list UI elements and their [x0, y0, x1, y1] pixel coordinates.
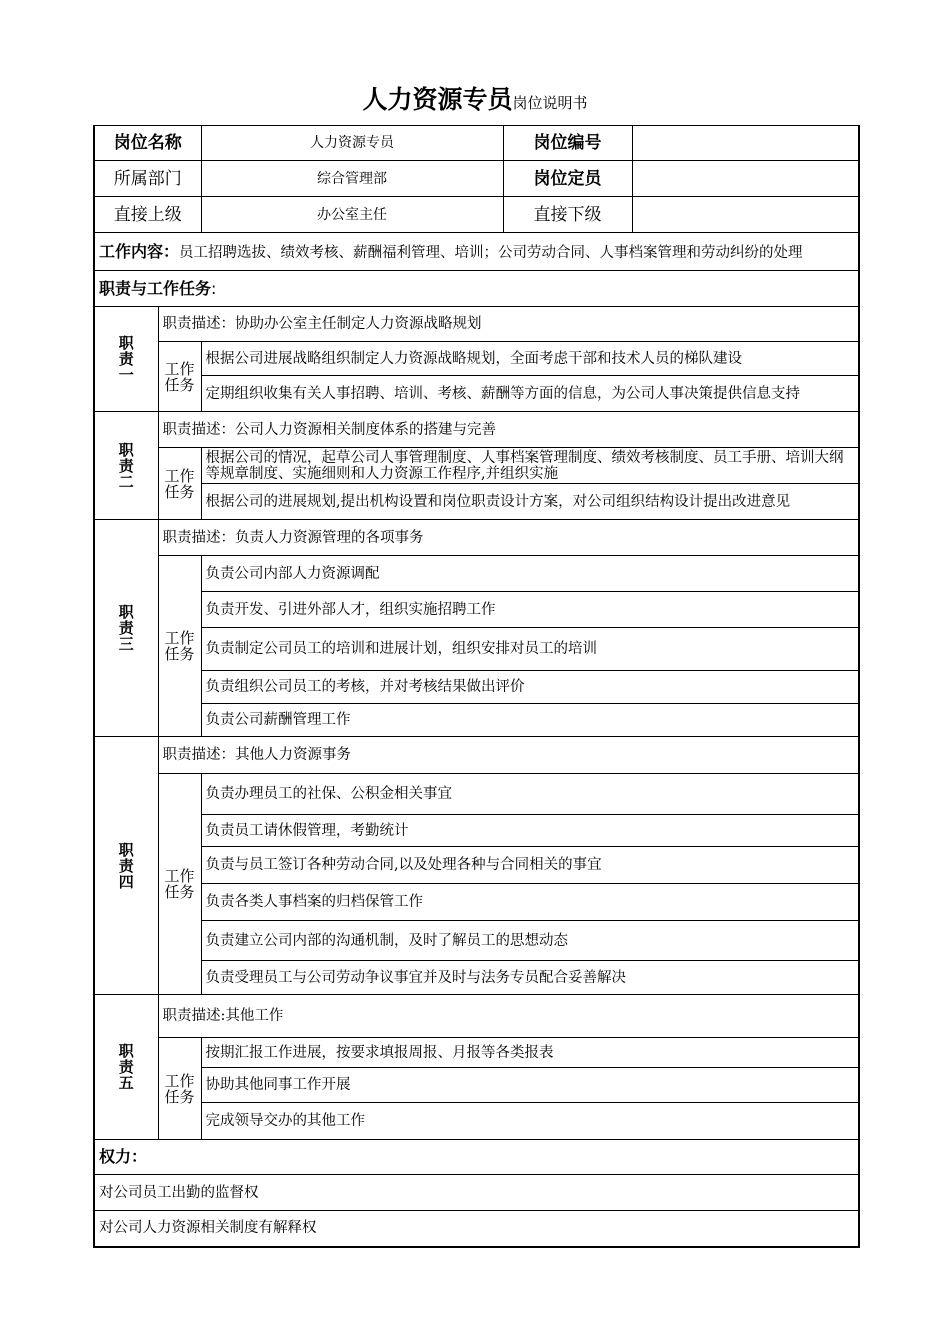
duty-3-task-label-text: 工作任务	[164, 629, 195, 663]
duty-4-task-label	[158, 774, 201, 995]
duty-5-task-label	[158, 1038, 201, 1140]
duty-3-description: 职责描述：负责人力资源管理的各项事务	[158, 520, 859, 556]
duty-2-task-label	[158, 448, 201, 520]
duty-2-description: 职责描述：公司人力资源相关制度体系的搭建与完善	[158, 412, 859, 448]
duty-5-description: 职责描述:其他工作	[158, 995, 859, 1038]
duty-4-task-1: 负责办理员工的社保、公积金相关事宜	[201, 774, 859, 815]
duty-2-label-text: 职责二	[118, 440, 134, 491]
duty-4-task-3: 负责与员工签订各种劳动合同,以及处理各种与合同相关的事宜	[201, 847, 859, 884]
duty-5-task-2: 协助其他同事工作开展	[201, 1068, 859, 1103]
work-content	[94, 233, 859, 271]
duty-4-task-4: 负责各类人事档案的归档保管工作	[201, 884, 859, 921]
duty-1-task-2: 定期组织收集有关人事招聘、培训、考核、薪酬等方面的信息，为公司人事决策提供信息支持	[201, 376, 859, 412]
duty-2-task-label-text: 工作任务	[164, 466, 195, 501]
duty-4-task-2: 负责员工请休假管理，考勤统计	[201, 815, 859, 847]
work-content-label: 工作内容	[99, 242, 164, 261]
department-label: 所属部门	[94, 161, 201, 197]
duty-3-task-1: 负责公司内部人力资源调配	[201, 556, 859, 592]
headcount-value	[632, 161, 859, 197]
duty-4-label	[94, 737, 158, 995]
authority-item-2: 对公司人力资源相关制度有解释权	[94, 1211, 859, 1247]
duty-4-task-label-text: 工作任务	[164, 867, 195, 901]
duty-1-task-label	[158, 342, 201, 412]
job-description-table	[93, 125, 860, 1248]
superior-value: 办公室主任	[201, 197, 503, 233]
duty-3-task-4: 负责组织公司员工的考核，并对考核结果做出评价	[201, 671, 859, 704]
title-main: 人力资源专员	[362, 85, 513, 114]
duty-5-task-3: 完成领导交办的其他工作	[201, 1103, 859, 1140]
duty-3-task-label	[158, 556, 201, 737]
department-value: 综合管理部	[201, 161, 503, 197]
duty-3-task-3: 负责制定公司员工的培训和进展计划，组织安排对员工的培训	[201, 628, 859, 671]
duty-4-label-text: 职责四	[118, 840, 134, 891]
position-name-label: 岗位名称	[94, 126, 201, 161]
work-content-colon: ：	[163, 242, 180, 261]
work-content-text: 员工招聘选拔、绩效考核、薪酬福利管理、培训；公司劳动合同、人事档案管理和劳动纠纷的处理	[179, 245, 803, 261]
duty-1-label	[94, 307, 158, 412]
duties-header-colon: :	[211, 278, 217, 298]
duty-3-label-text: 职责三	[118, 603, 134, 653]
position-no-value	[632, 126, 859, 161]
duty-4-description: 职责描述：其他人力资源事务	[158, 737, 859, 774]
duty-3-task-2: 负责开发、引进外部人才，组织实施招聘工作	[201, 592, 859, 628]
authority-header: 权力：	[94, 1140, 859, 1175]
subordinate-value	[632, 197, 859, 233]
authority-item-1: 对公司员工出勤的监督权	[94, 1175, 859, 1211]
duty-5-task-label-text: 工作任务	[164, 1071, 195, 1106]
duties-header-label: 职责与工作任务	[99, 278, 212, 298]
headcount-label: 岗位定员	[503, 161, 632, 197]
duty-1-description: 职责描述：协助办公室主任制定人力资源战略规划	[158, 307, 859, 342]
duty-5-label-text: 职责五	[118, 1042, 134, 1092]
subordinate-label: 直接下级	[503, 197, 632, 233]
duty-4-task-6: 负责受理员工与公司劳动争议事宜并及时与法务专员配合妥善解决	[201, 961, 859, 995]
duty-1-task-label-text: 工作任务	[164, 359, 195, 394]
duty-2-task-1: 根据公司的情况，起草公司人事管理制度、人事档案管理制度、绩效考核制度、员工手册、培训大纲等规章制度、实施细则和人力资源工作程序,并组织实施	[201, 448, 859, 484]
duties-header	[94, 271, 859, 307]
duty-5-label	[94, 995, 158, 1140]
position-no-label: 岗位编号	[503, 126, 632, 161]
superior-label: 直接上级	[94, 197, 201, 233]
document-title	[0, 80, 950, 116]
duty-1-label-text: 职责一	[118, 334, 134, 384]
duty-5-task-1: 按期汇报工作进展，按要求填报周报、月报等各类报表	[201, 1038, 859, 1068]
duty-2-task-2: 根据公司的进展规划,提出机构设置和岗位职责设计方案，对公司组织结构设计提出改进意见	[201, 484, 859, 520]
duty-3-task-5: 负责公司薪酬管理工作	[201, 704, 859, 737]
position-name-value: 人力资源专员	[201, 126, 503, 161]
duty-3-label	[94, 520, 158, 737]
duty-4-task-5: 负责建立公司内部的沟通机制，及时了解员工的思想动态	[201, 921, 859, 961]
title-suffix: 岗位说明书	[512, 94, 588, 112]
duty-2-label	[94, 412, 158, 520]
duty-1-task-1: 根据公司进展战略组织制定人力资源战略规划，全面考虑干部和技术人员的梯队建设	[201, 342, 859, 376]
